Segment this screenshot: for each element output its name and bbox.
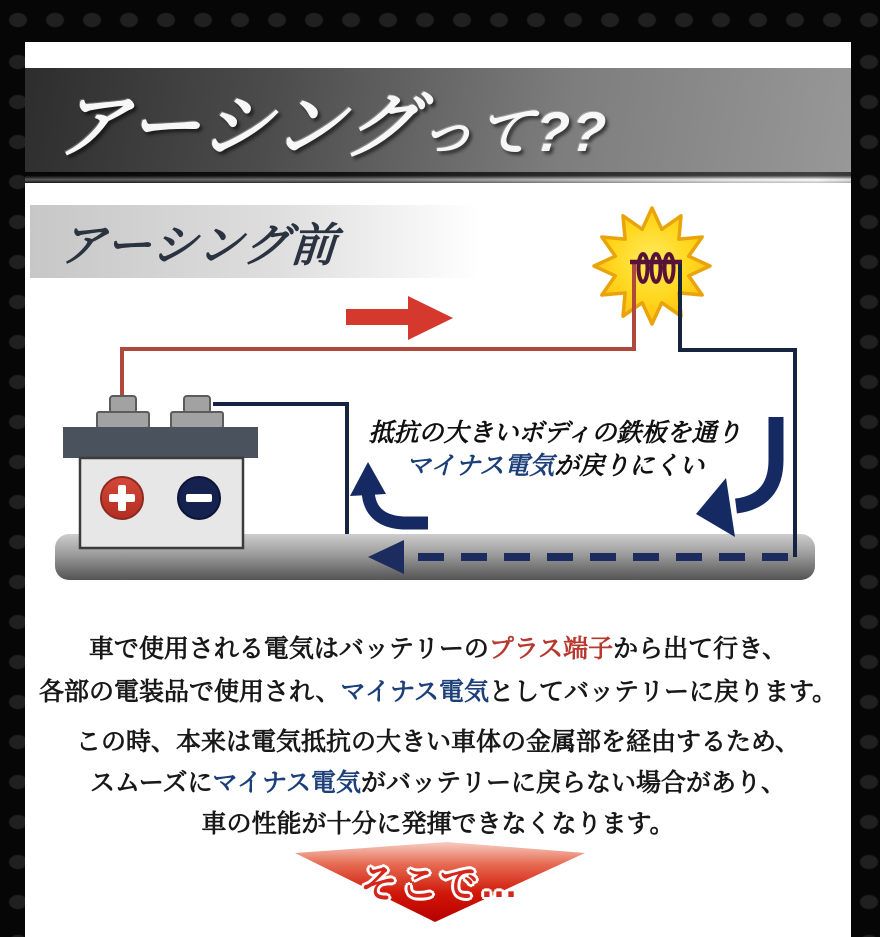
paragraph-1	[25, 628, 851, 714]
battery-terminal-minus	[171, 396, 223, 428]
minus-electric-highlight-1: マイナス電気	[340, 678, 489, 706]
minus-electric-highlight-2: マイナス電気	[212, 769, 361, 797]
battery-terminal-plus	[97, 396, 149, 428]
page-title-suffix: って??	[415, 100, 611, 163]
plus-wire	[122, 263, 634, 400]
paragraph-2-line-3: 車の性能が十分に発揮できなくなります。	[201, 810, 675, 838]
so-then-label: そこで…	[359, 864, 520, 906]
section-label: アーシング前	[57, 218, 340, 271]
flow-right-arrow-icon	[346, 296, 453, 340]
paragraph-2	[25, 722, 851, 845]
paragraph-1-line-1: 車で使用される電気はバッテリーのプラス端子から出て行き、	[88, 635, 788, 663]
battery-cover	[63, 427, 258, 458]
paragraph-2-line-1: この時、本来は電気抵抗の大きい車体の金属部を経由するため、	[75, 728, 800, 756]
callout-line-1: 抵抗の大きいボディの鉄板を通り	[368, 419, 742, 447]
paragraph-2-line-2: スムーズにマイナス電気がバッテリーに戻らない場合があり、	[89, 769, 787, 797]
battery	[63, 396, 258, 548]
diagram-callout	[355, 417, 755, 483]
battery-plus-badge	[101, 477, 143, 519]
paragraph-1-line-2: 各部の電装品で使用され、マイナス電気としてバッテリーに戻ります。	[38, 678, 838, 706]
callout-highlight: マイナス電気	[405, 452, 555, 480]
plus-terminal-highlight: プラス端子	[488, 635, 614, 663]
battery-minus-badge	[178, 477, 220, 519]
callout-line-2: マイナス電気が戻りにくい	[405, 452, 705, 480]
page-title-main: アーシング	[52, 87, 424, 167]
